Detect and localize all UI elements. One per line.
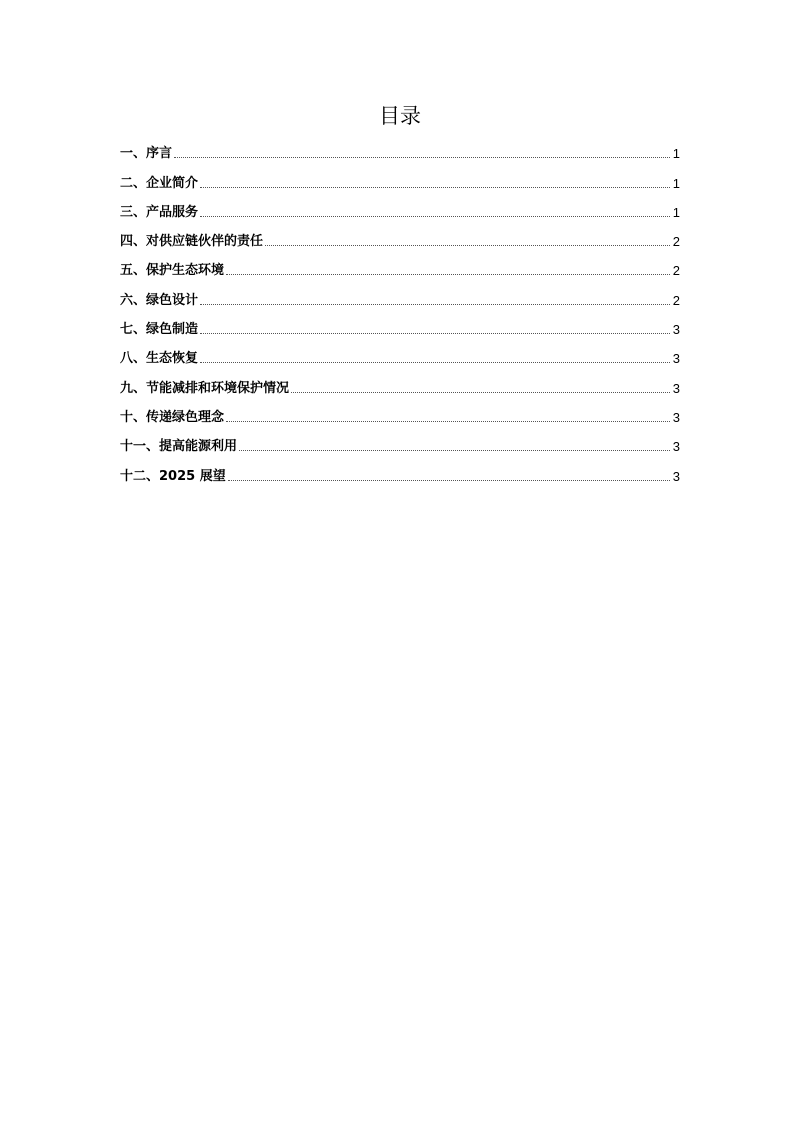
toc-entry[interactable]	[120, 165, 680, 194]
toc-dot-leader	[200, 333, 670, 334]
toc-entry-page-number: 1	[672, 146, 680, 162]
toc-entry[interactable]	[120, 224, 680, 253]
toc-entry-label: 十二、2025 展望	[120, 468, 226, 484]
toc-entry-label: 十、传递绿色理念	[120, 409, 225, 425]
toc-entry-label: 七、绿色制造	[120, 322, 199, 338]
toc-entry-label: 四、对供应链伙伴的责任	[120, 234, 264, 250]
toc-entry[interactable]	[120, 136, 680, 165]
toc-entry-label: 一、序言	[120, 146, 173, 162]
toc-dot-leader	[174, 157, 670, 158]
toc-dot-leader	[200, 216, 670, 217]
toc-entry-page-number: 1	[672, 175, 680, 191]
toc-entry-label: 八、生态恢复	[120, 351, 199, 367]
toc-dot-leader	[239, 450, 670, 451]
toc-entry-label: 六、绿色设计	[120, 292, 199, 308]
toc-entry-page-number: 3	[672, 351, 680, 367]
toc-entry-page-number: 2	[672, 263, 680, 279]
toc-entry-label: 十一、提高能源利用	[120, 439, 238, 455]
toc-dot-leader	[228, 480, 670, 481]
toc-entry-label: 九、节能减排和环境保护情况	[120, 380, 290, 396]
toc-entry-page-number: 3	[672, 322, 680, 338]
toc-entry[interactable]	[120, 282, 680, 311]
toc-entry-page-number: 3	[672, 468, 680, 484]
toc-entry-page-number: 3	[672, 380, 680, 396]
toc-entry-page-number: 3	[672, 439, 680, 455]
toc-dot-leader	[200, 304, 670, 305]
toc-entry-page-number: 3	[672, 409, 680, 425]
toc-dot-leader	[200, 187, 670, 188]
toc-entry-page-number: 2	[672, 292, 680, 308]
toc-entry[interactable]	[120, 253, 680, 282]
toc-entry-label: 五、保护生态环境	[120, 263, 225, 279]
toc-entry[interactable]	[120, 312, 680, 341]
toc-entry[interactable]	[120, 429, 680, 458]
toc-dot-leader	[226, 274, 670, 275]
toc-entry-page-number: 2	[672, 234, 680, 250]
toc-dot-leader	[291, 392, 670, 393]
toc-list	[120, 136, 680, 488]
toc-entry[interactable]	[120, 458, 680, 487]
toc-title: 目录	[379, 104, 421, 128]
toc-entry[interactable]	[120, 195, 680, 224]
toc-entry-page-number: 1	[672, 204, 680, 220]
toc-entry[interactable]	[120, 370, 680, 399]
toc-dot-leader	[265, 245, 670, 246]
toc-entry-label: 三、产品服务	[120, 204, 199, 220]
toc-dot-leader	[200, 362, 670, 363]
toc-entry[interactable]	[120, 341, 680, 370]
toc-dot-leader	[226, 421, 670, 422]
toc-entry[interactable]	[120, 400, 680, 429]
toc-entry-label: 二、企业简介	[120, 175, 199, 191]
